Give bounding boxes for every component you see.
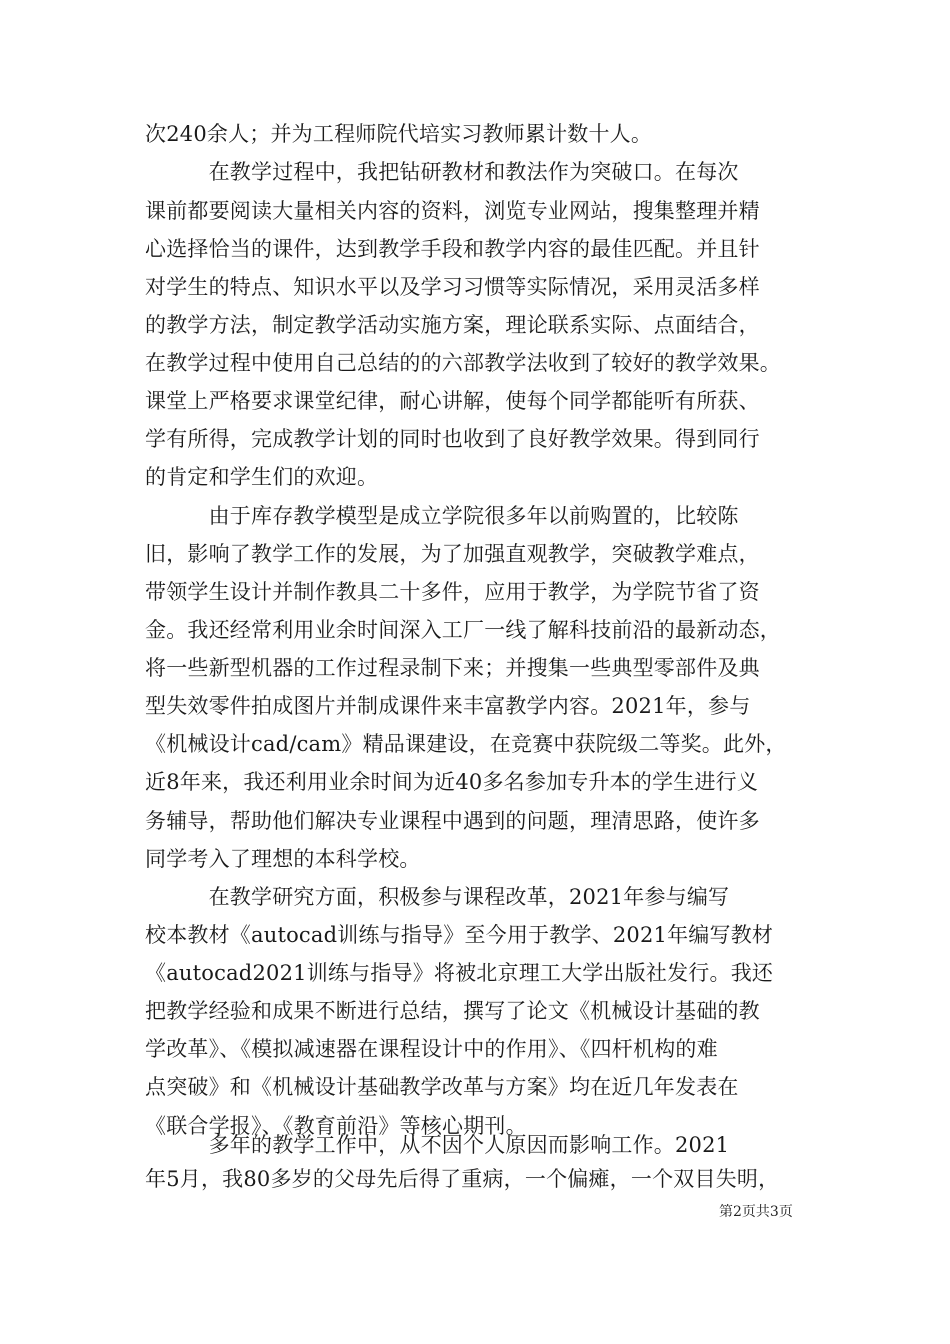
text-line-13: 带领学生设计并制作教具二十多件，应用于教学，为学院节省了资	[145, 580, 760, 604]
text-line-18: 近8年来，我还利用业余时间为近40多名参加专升本的学生进行义	[145, 770, 759, 794]
text-line-29: 年5月，我80多岁的父母先后得了重病，一个偏瘫，一个双目失明，	[145, 1167, 780, 1191]
text-line-23: 《autocad2021训练与指导》将被北京理工大学出版社发行。我还	[145, 961, 774, 985]
text-line-7: 在教学过程中使用自己总结的的六部教学法收到了较好的教学效果。	[145, 351, 781, 375]
text-line-9: 学有所得，完成教学计划的同时也收到了良好教学效果。得到同行	[145, 427, 760, 451]
text-line-20: 同学考入了理想的本科学校。	[145, 847, 421, 871]
text-line-6: 的教学方法，制定教学活动实施方案，理论联系实际、点面结合，	[145, 313, 760, 337]
text-line-19: 务辅导，帮助他们解决专业课程中遇到的问题，理清思路，使许多	[145, 809, 760, 833]
text-line-12: 旧，影响了教学工作的发展，为了加强直观教学，突破教学难点，	[145, 542, 760, 566]
text-line-25: 学改革》、《模拟减速器在课程设计中的作用》、《四杆机构的难	[145, 1037, 718, 1061]
text-line-3: 课前都要阅读大量相关内容的资料，浏览专业网站，搜集整理并精	[145, 199, 760, 223]
text-line-26: 点突破》和《机械设计基础教学改革与方案》均在近几年发表在	[145, 1075, 739, 1099]
text-line-28: 多年的教学工作中，从不因个人原因而影响工作。2021	[145, 1133, 730, 1157]
text-line-22: 校本教材《autocad训练与指导》至今用于教学、2021年编写教材	[145, 923, 774, 947]
text-line-21: 在教学研究方面，积极参与课程改革，2021年参与编写	[145, 885, 730, 909]
text-line-1: 次240余人；并为工程师院代培实习教师累计数十人。	[145, 122, 653, 146]
text-line-4: 心选择恰当的课件，达到教学手段和教学内容的最佳匹配。并且针	[145, 237, 760, 261]
text-line-10: 的肯定和学生们的欢迎。	[145, 465, 379, 489]
text-line-24: 把教学经验和成果不断进行总结，撰写了论文《机械设计基础的教	[145, 999, 760, 1023]
text-line-15: 将一些新型机器的工作过程录制下来；并搜集一些典型零部件及典	[145, 656, 760, 680]
text-line-11: 由于库存教学模型是成立学院很多年以前购置的，比较陈	[145, 504, 739, 528]
page-number-footer: 第2页共3页	[719, 1204, 793, 1220]
text-line-17: 《机械设计cad/cam》精品课建设，在竞赛中获院级二等奖。此外，	[145, 732, 787, 756]
text-line-27: 《联合学报》、《教育前沿》等核心期刊。	[145, 1114, 527, 1138]
text-line-8: 课堂上严格要求课堂纪律，耐心讲解，使每个同学都能听有所获、	[145, 389, 760, 413]
text-line-2: 在教学过程中，我把钻研教材和教法作为突破口。在每次	[145, 160, 739, 184]
text-line-16: 型失效零件拍成图片并制成课件来丰富教学内容。2021年，参与	[145, 694, 751, 718]
text-line-5: 对学生的特点、知识水平以及学习习惯等实际情况，采用灵活多样	[145, 275, 760, 299]
text-line-14: 金。我还经常利用业余时间深入工厂一线了解科技前沿的最新动态，	[145, 618, 781, 642]
